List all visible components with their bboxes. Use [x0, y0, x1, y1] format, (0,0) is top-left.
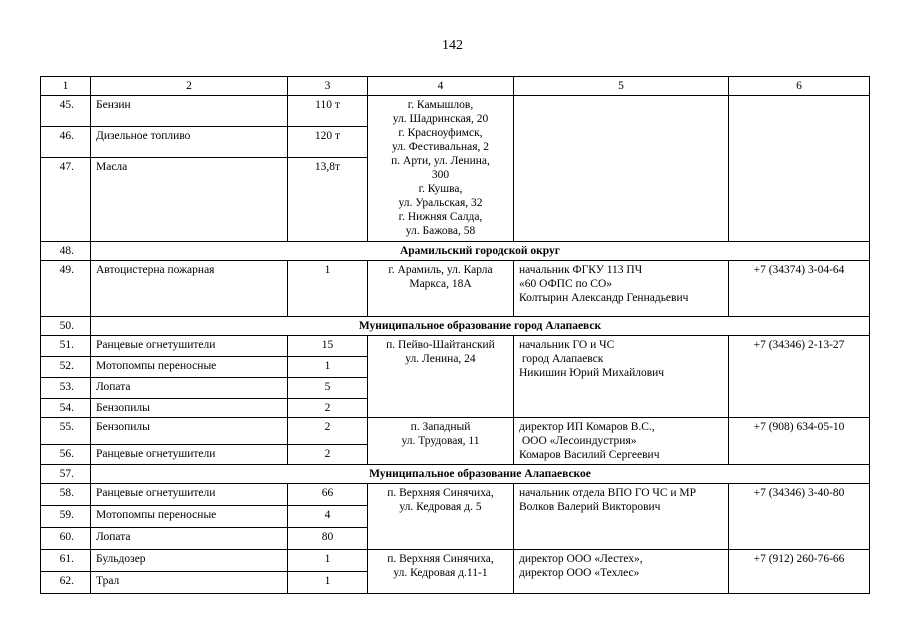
item-name: Бензопилы [91, 399, 288, 418]
item-qty: 5 [288, 378, 368, 399]
contact-line: ООО «Лесоиндустрия» [519, 435, 637, 447]
address-cell [368, 336, 514, 418]
item-name: Мотопомпы переносные [91, 506, 288, 528]
phone-cell: +7 (34346) 2-13-27 [729, 336, 870, 418]
contact-line: Никишин Юрий Михайлович [519, 367, 665, 379]
address-line: п. Арти, ул. Ленина, [391, 155, 490, 167]
contact-line: Волков Валерий Викторович [519, 501, 661, 513]
item-qty: 1 [288, 261, 368, 317]
contact-cell [514, 550, 729, 594]
address-line: п. Пейво-Шайтанский [386, 339, 495, 351]
item-qty: 1 [288, 550, 368, 572]
row-number: 51. [41, 336, 91, 357]
contact-line: начальник ГО и ЧС [519, 339, 615, 351]
item-qty: 1 [288, 572, 368, 594]
page-number: 142 [442, 38, 463, 53]
row-number: 62. [41, 572, 91, 594]
contact-line: начальник ФГКУ 113 ПЧ [519, 264, 643, 276]
header-cell: 4 [368, 77, 514, 96]
section-row [41, 242, 870, 261]
item-name: Трал [91, 572, 288, 594]
item-qty: 2 [288, 445, 368, 465]
row-number: 54. [41, 399, 91, 418]
item-qty: 2 [288, 399, 368, 418]
address-line: г. Нижняя Салда, [398, 211, 483, 223]
row-number: 50. [41, 317, 91, 336]
address-cell [368, 96, 514, 242]
table-row [41, 96, 870, 127]
item-name: Лопата [91, 378, 288, 399]
item-qty: 2 [288, 418, 368, 445]
header-cell: 1 [41, 77, 91, 96]
contact-cell [514, 418, 729, 465]
address-line: г. Арамиль, ул. Карла [388, 264, 493, 276]
address-line: ул. Ленина, 24 [405, 353, 476, 365]
contact-line: Комаров Василий Сергеевич [519, 449, 660, 461]
item-name: Масла [91, 158, 288, 242]
row-number: 52. [41, 357, 91, 378]
header-cell: 6 [729, 77, 870, 96]
item-name: Бензин [91, 96, 288, 127]
row-number: 59. [41, 506, 91, 528]
table-row [41, 418, 870, 445]
address-line: Маркса, 18А [409, 278, 472, 290]
item-qty: 15 [288, 336, 368, 357]
section-row [41, 317, 870, 336]
table-row [41, 484, 870, 506]
header-cell: 5 [514, 77, 729, 96]
contact-line: директор ИП Комаров В.С., [519, 421, 655, 433]
address-line: г. Красноуфимск, [398, 127, 483, 139]
address-line: г. Кушва, [418, 183, 463, 195]
address-line: ул. Кедровая д.11-1 [393, 567, 488, 579]
row-number: 57. [41, 465, 91, 484]
contact-line: город Алапаевск [519, 353, 604, 365]
item-name: Ранцевые огнетушители [91, 445, 288, 465]
address-cell [368, 261, 514, 317]
row-number: 61. [41, 550, 91, 572]
section-row [41, 465, 870, 484]
item-qty: 66 [288, 484, 368, 506]
item-qty: 13,8т [288, 158, 368, 242]
section-title: Муниципальное образование город Алапаевск [91, 317, 870, 336]
row-number: 58. [41, 484, 91, 506]
item-qty: 110 т [288, 96, 368, 127]
contact-line: начальник отдела ВПО ГО ЧС и МР [519, 487, 697, 499]
phone-cell [729, 96, 870, 242]
row-number: 53. [41, 378, 91, 399]
section-title: Арамильский городской округ [91, 242, 870, 261]
item-name: Лопата [91, 528, 288, 550]
header-row [41, 77, 870, 96]
header-cell: 2 [91, 77, 288, 96]
item-name: Бульдозер [91, 550, 288, 572]
item-qty: 4 [288, 506, 368, 528]
item-name: Ранцевые огнетушители [91, 484, 288, 506]
address-line: п. Верхняя Синячиха, [387, 487, 494, 499]
table-row [41, 550, 870, 572]
row-number: 45. [41, 96, 91, 127]
row-number: 48. [41, 242, 91, 261]
contact-line: «60 ОФПС по СО» [519, 278, 613, 290]
phone-cell: +7 (34374) 3-04-64 [729, 261, 870, 317]
phone-cell: +7 (912) 260-76-66 [729, 550, 870, 594]
table-row [41, 261, 870, 317]
row-number: 56. [41, 445, 91, 465]
address-line: п. Западный [410, 421, 471, 433]
row-number: 55. [41, 418, 91, 445]
address-line: ул. Шадринская, 20 [392, 113, 489, 125]
item-qty: 1 [288, 357, 368, 378]
header-cell: 3 [288, 77, 368, 96]
contact-cell [514, 336, 729, 418]
address-line: ул. Уральская, 32 [398, 197, 483, 209]
contact-line: директор ООО «Техлес» [519, 567, 640, 579]
contact-cell [514, 261, 729, 317]
address-line: 300 [431, 169, 450, 181]
phone-cell: +7 (908) 634-05-10 [729, 418, 870, 465]
resources-table [40, 76, 870, 594]
row-number: 46. [41, 127, 91, 158]
contact-cell [514, 484, 729, 550]
item-qty: 120 т [288, 127, 368, 158]
address-line: ул. Бажова, 58 [405, 225, 476, 237]
item-name: Ранцевые огнетушители [91, 336, 288, 357]
address-cell [368, 550, 514, 594]
item-name: Бензопилы [91, 418, 288, 445]
contact-line: Колтырин Александр Геннадьевич [519, 292, 689, 304]
address-line: ул. Фестивальная, 2 [391, 141, 489, 153]
section-title: Муниципальное образование Алапаевское [91, 465, 870, 484]
item-name: Дизельное топливо [91, 127, 288, 158]
address-cell [368, 418, 514, 465]
row-number: 47. [41, 158, 91, 242]
address-line: г. Камышлов, [407, 99, 474, 111]
contact-cell [514, 96, 729, 242]
item-name: Автоцистерна пожарная [91, 261, 288, 317]
address-cell [368, 484, 514, 550]
contact-line: директор ООО «Лестех», [519, 553, 643, 565]
address-line: ул. Трудовая, 11 [401, 435, 480, 447]
phone-cell: +7 (34346) 3-40-80 [729, 484, 870, 550]
item-qty: 80 [288, 528, 368, 550]
item-name: Мотопомпы переносные [91, 357, 288, 378]
address-line: ул. Кедровая д. 5 [399, 501, 482, 513]
row-number: 60. [41, 528, 91, 550]
row-number: 49. [41, 261, 91, 317]
table-row [41, 336, 870, 357]
address-line: п. Верхняя Синячиха, [387, 553, 494, 565]
